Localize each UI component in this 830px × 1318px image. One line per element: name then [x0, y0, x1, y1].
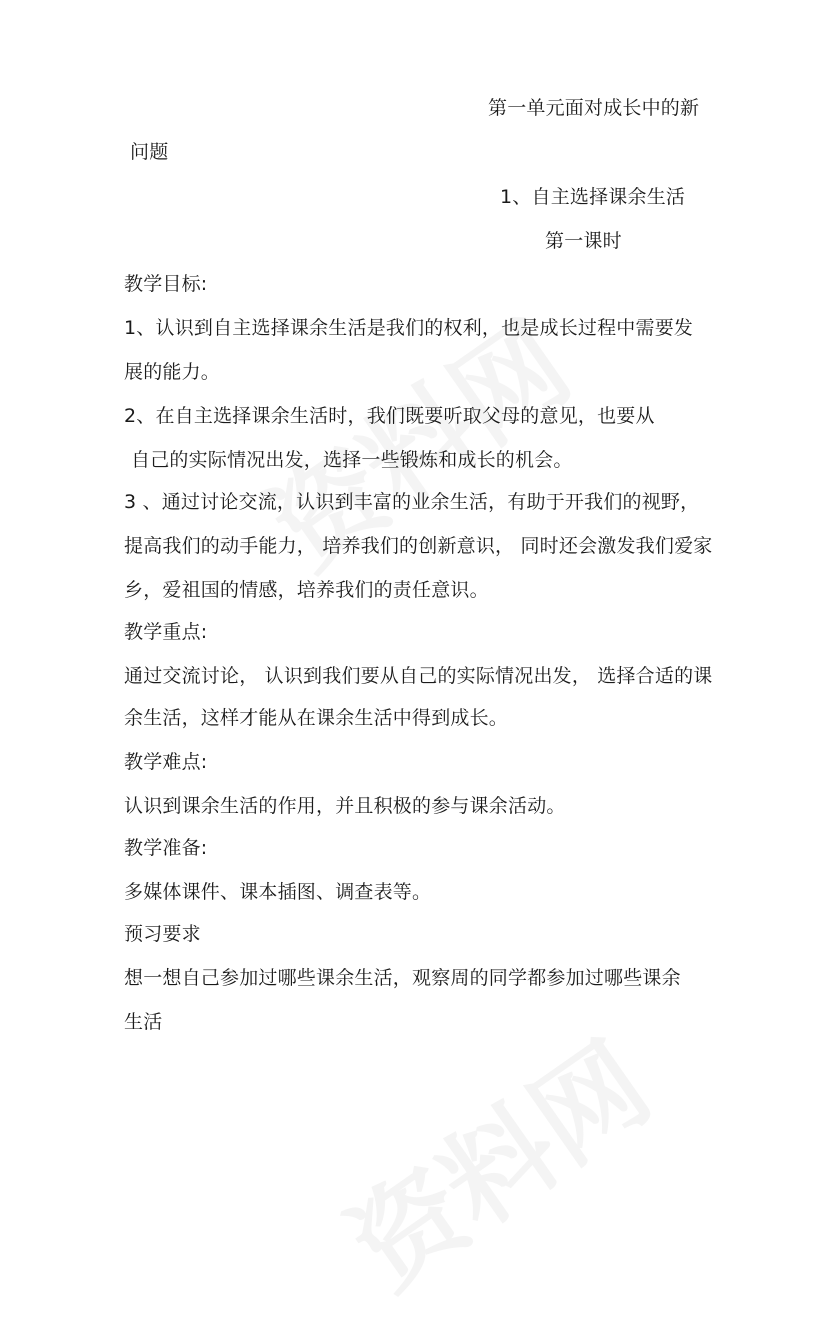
- unit-title: 第一单元面对成长中的新: [488, 97, 700, 119]
- preview-text: 想一想自己参加过哪些课余生活，观察周的同学都参加过哪些课余: [124, 967, 681, 989]
- objective-item: 1、认识到自主选择课余生活是我们的权利，也是成长过程中需要发: [124, 317, 694, 339]
- watermark: [315, 1000, 676, 1318]
- objective-item: 2、在自主选择课余生活时，我们既要听取父母的意见，也要从: [124, 405, 655, 427]
- preview-text-continued: 生活: [124, 1011, 163, 1033]
- objective-item-continued: 展的能力。: [124, 361, 221, 383]
- objective-item-continued: 提高我们的动手能力， 培养我们的创新意识， 同时还会激发我们爱家: [124, 535, 713, 557]
- period-label: 第一课时: [545, 230, 622, 252]
- difficulties-text: 认识到课余生活的作用，并且积极的参与课余活动。: [124, 795, 566, 817]
- objective-item-continued: 乡，爱祖国的情感，培养我们的责任意识。: [124, 579, 489, 601]
- preparation-text: 多媒体课件、课本插图、调查表等。: [124, 881, 432, 903]
- unit-title-continued: 问题: [130, 141, 169, 163]
- key-points-text: 通过交流讨论， 认识到我们要从自己的实际情况出发， 选择合适的课: [124, 665, 713, 687]
- lesson-title: 1、自主选择课余生活: [500, 186, 686, 208]
- objective-item: 3 、通过讨论交流，认识到丰富的业余生活，有助于开我们的视野，: [124, 491, 700, 513]
- key-points-heading: 教学重点:: [124, 621, 208, 643]
- key-points-text-continued: 余生活，这样才能从在课余生活中得到成长。: [124, 707, 509, 729]
- objective-item-continued: 自己的实际情况出发，选择一些锻炼和成长的机会。: [131, 449, 573, 471]
- preview-heading: 预习要求: [124, 923, 201, 945]
- preparation-heading: 教学准备:: [124, 837, 208, 859]
- objectives-heading: 教学目标:: [124, 273, 208, 295]
- difficulties-heading: 教学难点:: [124, 751, 208, 773]
